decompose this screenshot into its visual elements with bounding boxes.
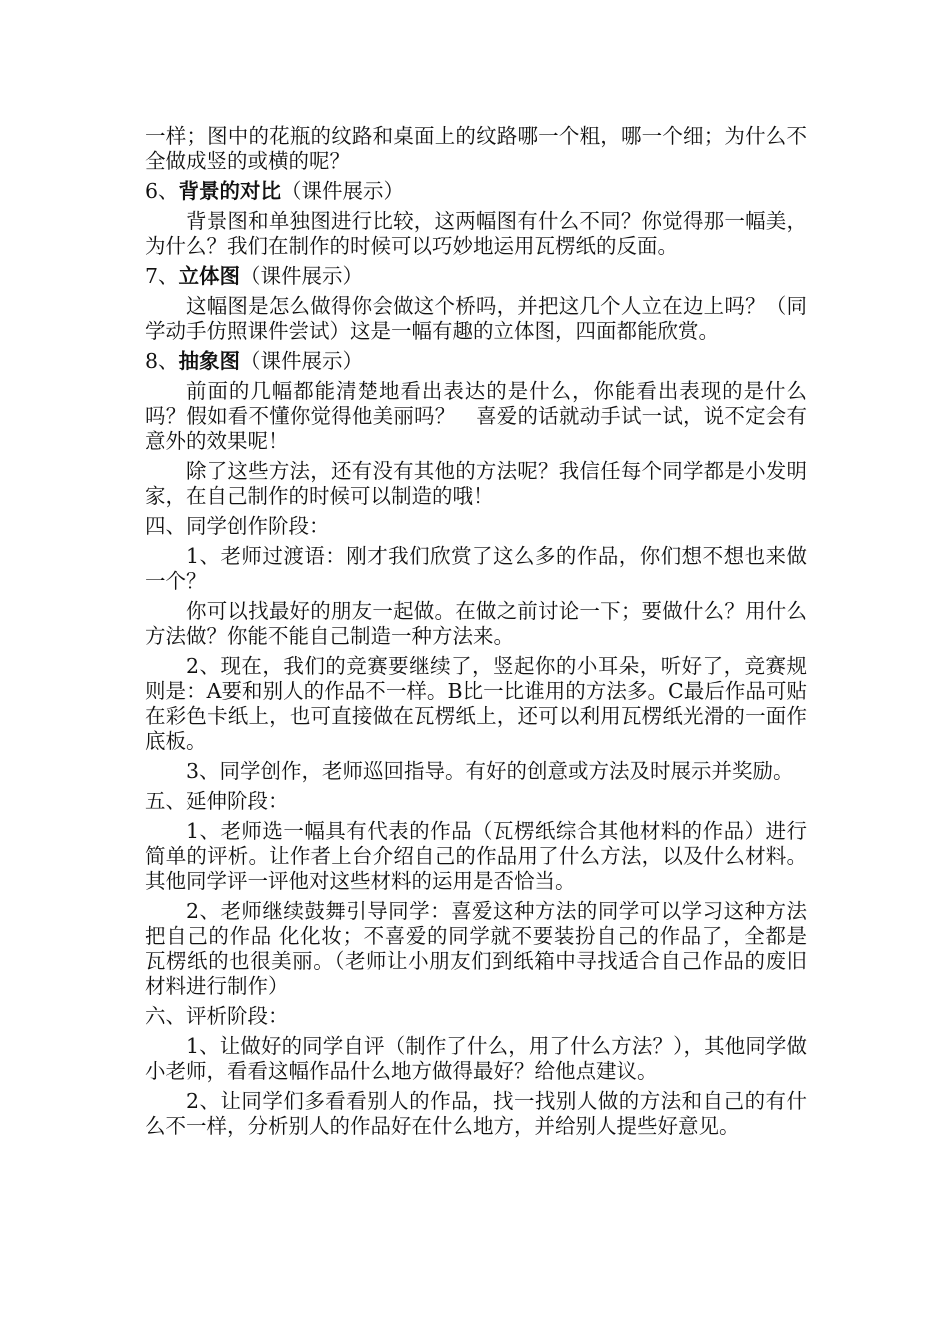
- paragraph: 2、老师继续鼓舞引导同学：喜爱这种方法的同学可以学习这种方法把自己的作品 化化妆；不喜爱的同学就不要装扮自己的作品了，全都是瓦楞纸的也很美丽。（老师让小朋友们到纸箱中寻找适合自己作品的废旧材料进行制作）: [145, 899, 807, 998]
- heading-note: （课件展示）: [240, 264, 364, 288]
- heading-number: 6、: [145, 179, 179, 203]
- heading-note: （课件展示）: [281, 179, 405, 203]
- paragraph: 1、老师过渡语：刚才我们欣赏了这么多的作品，你们想不想也来做一个？: [145, 544, 807, 593]
- paragraph: 前面的几幅都能清楚地看出表达的是什么，你能看出表现的是什么吗？假如看不懂你觉得他美丽吗？ 喜爱的话就动手试一试，说不定会有意外的效果呢！: [145, 379, 807, 453]
- paragraph-continuation: 一样；图中的花瓶的纹路和桌面上的纹路哪一个粗，哪一个细；为什么不全做成竖的或横的呢？: [145, 124, 807, 173]
- paragraph: 3、同学创作，老师巡回指导。有好的创意或方法及时展示并奖励。: [186, 759, 794, 783]
- heading-background-contrast: [145, 179, 807, 204]
- section-heading-extension: 五、延伸阶段：: [145, 789, 289, 813]
- heading-title: 背景的对比: [178, 179, 282, 203]
- paragraph: 2、现在，我们的竞赛要继续了，竖起你的小耳朵，听好了，竞赛规则是：A要和别人的作品不一样。B比一比谁用的方法多。C最后作品可贴在彩色卡纸上，也可直接做在瓦楞纸上，还可以利用瓦楞纸光滑的一面作底板。: [145, 654, 807, 753]
- heading-3d-picture: [145, 264, 807, 289]
- heading-number: 8、: [145, 349, 179, 373]
- heading-title: 立体图: [178, 264, 241, 288]
- paragraph: 你可以找最好的朋友一起做。在做之前讨论一下；要做什么？用什么方法做？你能不能自己制造一种方法来。: [145, 599, 807, 648]
- paragraph: 2、让同学们多看看别人的作品，找一找别人做的方法和自己的有什么不一样，分析别人的作品好在什么地方，并给别人提些好意见。: [145, 1089, 807, 1138]
- section-heading-creation: 四、同学创作阶段：: [145, 514, 330, 538]
- paragraph: 除了这些方法，还有没有其他的方法呢？我信任每个同学都是小发明家，在自己制作的时候可以制造的哦！: [145, 459, 807, 508]
- paragraph: 1、让做好的同学自评（制作了什么，用了什么方法？），其他同学做小老师，看看这幅作品什么地方做得最好？给他点建议。: [145, 1034, 807, 1083]
- heading-number: 7、: [145, 264, 179, 288]
- heading-abstract-picture: [145, 349, 807, 374]
- section-heading-evaluation: 六、评析阶段：: [145, 1004, 289, 1028]
- paragraph: 背景图和单独图进行比较，这两幅图有什么不同？你觉得那一幅美，为什么？我们在制作的时候可以巧妙地运用瓦楞纸的反面。: [145, 209, 807, 258]
- heading-note: （课件展示）: [240, 349, 364, 373]
- paragraph: 这幅图是怎么做得你会做这个桥吗，并把这几个人立在边上吗？（同学动手仿照课件尝试）这是一幅有趣的立体图，四面都能欣赏。: [145, 294, 807, 343]
- heading-title: 抽象图: [178, 349, 241, 373]
- paragraph: 1、老师选一幅具有代表的作品（瓦楞纸综合其他材料的作品）进行简单的评析。让作者上台介绍自己的作品用了什么方法，以及什么材料。其他同学评一评他对这些材料的运用是否恰当。: [145, 819, 807, 893]
- document-page: [145, 124, 807, 1139]
